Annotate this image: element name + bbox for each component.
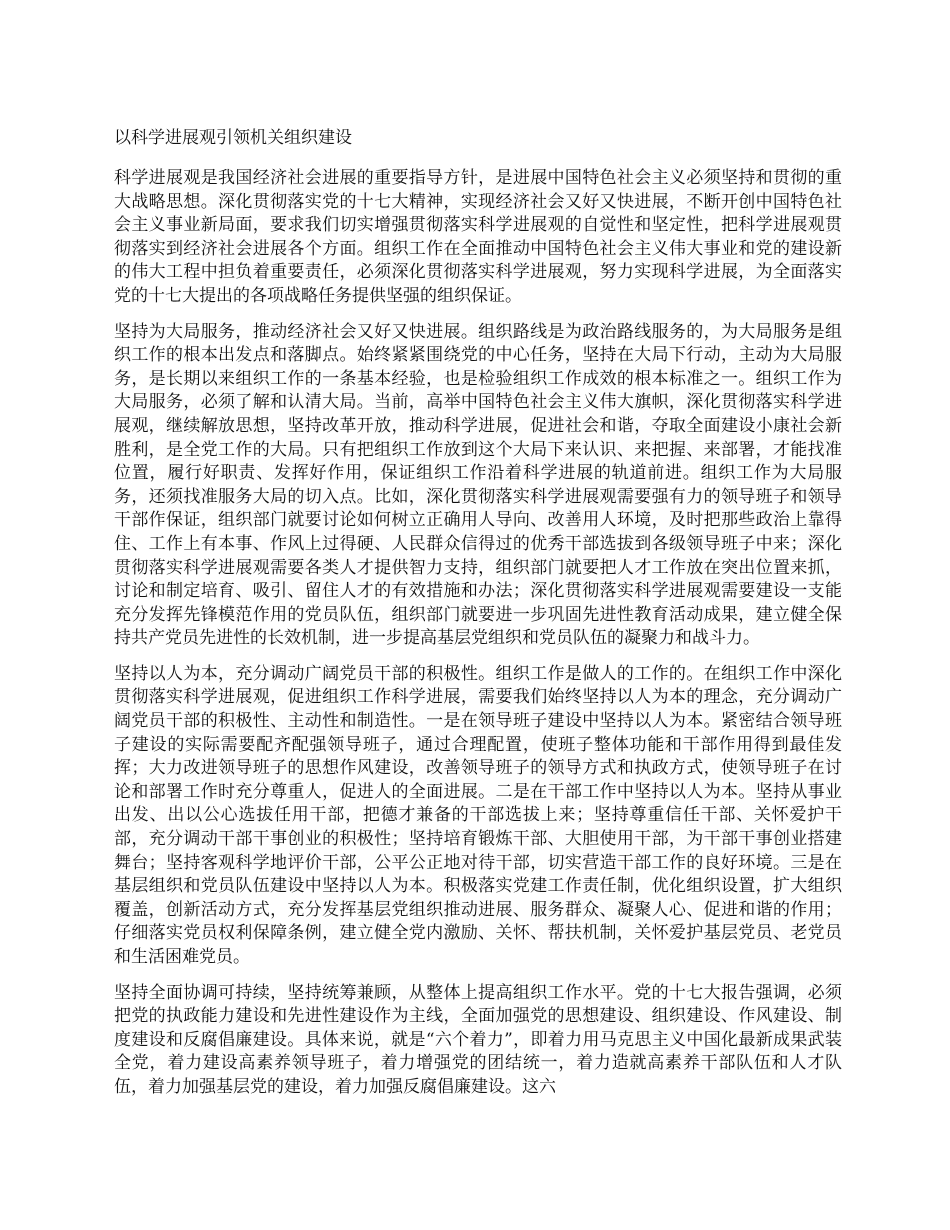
paragraph-intro: 科学进展观是我国经济社会进展的重要指导方针，是进展中国特色社会主义必须坚持和贯彻的重大战略思想。深化贯彻落实党的十七大精神，实现经济社会又好又快进展，不断开创中国特色社会主义事业新局面，要求我们切实增强贯彻落实科学进展观的自觉性和坚定性，把科学进展观贯彻落实到经济社会进展各个方面。组织工作在全面推动中国特色社会主义伟大事业和党的建设新的伟大工程中担负着重要责任，必须深化贯彻落实科学进展观，努力实现科学进展，为全面落实党的十七大提出的各项战略任务提供坚强的组织保证。 <box>114 168 842 306</box>
paragraph-serve-overall: 坚持为大局服务，推动经济社会又好又快进展。组织路线是为政治路线服务的，为大局服务是组织工作的根本出发点和落脚点。始终紧紧围绕党的中心任务，坚持在大局下行动，主动为大局服务，是长期以来组织工作的一条基本经验，也是检验组织工作成效的根本标准之一。组织工作为大局服务，必须了解和认清大局。当前，高举中国特色社会主义伟大旗帜，深化贯彻落实科学进展观，继续解放思想，坚持改革开放，推动科学进展，促进社会和谐，夺取全面建设小康社会新胜利，是全党工作的大局。只有把组织工作放到这个大局下来认识、来把握、来部署，才能找准位置，履行好职责、发挥好作用，保证组织工作沿着科学进展的轨道前进。组织工作为大局服务，还须找准服务大局的切入点。比如，深化贯彻落实科学进展观需要强有力的领导班子和领导干部作保证，组织部门就要讨论如何树立正确用人导向、改善用人环境，及时把那些政治上靠得住、工作上有本事、作风上过得硬、人民群众信得过的优秀干部选拔到各级领导班子中来；深化贯彻落实科学进展观需要各类人才提供智力支持，组织部门就要把人才工作放在突出位置来抓，讨论和制定培育、吸引、留住人才的有效措施和办法；深化贯彻落实科学进展观需要建设一支能充分发挥先锋模范作用的党员队伍，组织部门就要进一步巩固先进性教育活动成果，建立健全保持共产党员先进性的长效机制，进一步提高基层党组织和党员队伍的凝聚力和战斗力。 <box>114 321 842 649</box>
paragraph-comprehensive-coordination: 坚持全面协调可持续，坚持统筹兼顾，从整体上提高组织工作水平。党的十七大报告强调，必须把党的执政能力建设和先进性建设作为主线，全面加强党的思想建设、组织建设、作风建设、制度建设和反腐倡廉建设。具体来说，就是“六个着力”，即着力用马克思主义中国化最新成果武装全党，着力建设高素养领导班子，着力增强党的团结统一，着力造就高素养干部队伍和人才队伍，着力加强基层党的建设，着力加强反腐倡廉建设。这六 <box>114 982 842 1097</box>
document-page <box>114 126 842 1112</box>
document-title: 以科学进展观引领机关组织建设 <box>114 128 352 148</box>
paragraph-people-oriented: 坚持以人为本，充分调动广阔党员干部的积极性。组织工作是做人的工作的。在组织工作中深化贯彻落实科学进展观，促进组织工作科学进展，需要我们始终坚持以人为本的理念，充分调动广阔党员干部的积极性、主动性和制造性。一是在领导班子建设中坚持以人为本。紧密结合领导班子建设的实际需要配齐配强领导班子，通过合理配置，使班子整体功能和干部作用得到最佳发挥；大力改进领导班子的思想作风建设，改善领导班子的领导方式和执政方式，使领导班子在讨论和部署工作时充分尊重人，促进人的全面进展。二是在干部工作中坚持以人为本。坚持从事业出发、出以公心选拔任用干部，把德才兼备的干部选拔上来；坚持尊重信任干部、关怀爱护干部，充分调动干部干事创业的积极性；坚持培育锻炼干部、大胆使用干部，为干部干事创业搭建舞台；坚持客观科学地评价干部，公平公正地对待干部，切实营造干部工作的良好环境。三是在基层组织和党员队伍建设中坚持以人为本。积极落实党建工作责任制，优化组织设置，扩大组织覆盖，创新活动方式，充分发挥基层党组织推动进展、服务群众、凝聚人心、促进和谐的作用；仔细落实党员权利保障条例，建立健全党内激励、关怀、帮扶机制，关怀爱护基层党员、老党员和生活困难党员。 <box>114 663 842 967</box>
